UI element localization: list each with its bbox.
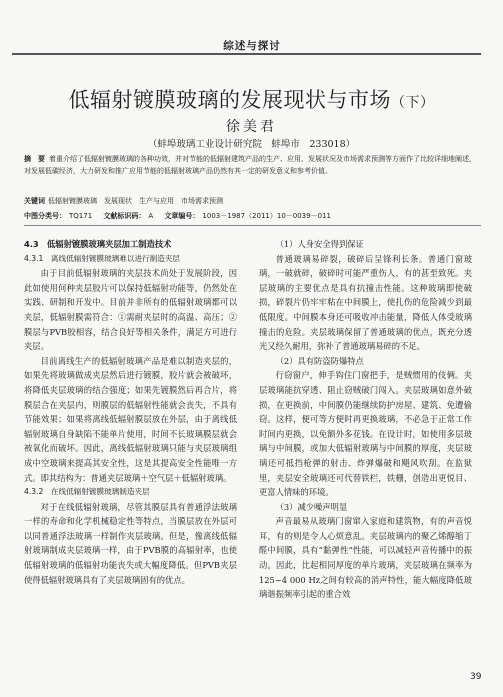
keywords-text: 低辐射镀膜玻璃 发展现状 生产与应用 市场需求预测 [48,197,223,205]
left-column [24,237,237,587]
header-rule [12,53,481,55]
document-code-label: 文献标识码： [103,212,146,220]
list-item-heading: （3）减少噪声明显 [275,501,348,512]
abstract-text: 着重介绍了低辐射镀膜玻璃的各种功效，并对节能的低辐射建筑产品的生产、应用、发展状况及市场需求预测等方面作了比较详细地阐述，对发展低碳经济，大力研发和推广应用节能的低辐射玻璃产品仍然有其一定的研发意义和参考价值。 [24,155,476,176]
clc-label: 中图分类号： [24,212,66,220]
abstract-divider [24,225,481,226]
section-header: 综述与探讨 [223,40,281,52]
subsection-heading-4-3-1: 4.3.1 离线低辐射镀膜玻璃难以进行制造夹层 [24,253,181,263]
paragraph: 普通玻璃易碎裂，破碎后呈锋利长条。普通门窗玻璃，一破就碎，破碎时可能严重伤人，有的甚至致死。夹层玻璃的主要优点是具有抗撞击性能。这种玻璃即使破损，碎裂片仍牢牢粘在中间膜上，使扎伤的危险减少到最低限度。中间膜本身还可吸收冲击能量，降低人体受玻璃撞击的危险。夹层玻璃保留了普通玻璃的优点，既充分透光又经久耐用，弥补了普通玻璃易碎的不足。 [259,253,472,352]
author-affiliation: （蚌埠玻璃工业设计研究院 蚌埠市 233018） [147,139,356,150]
abstract [24,153,481,177]
list-item-heading: （1）人身安全得到保证 [275,239,364,249]
article-number [164,212,331,220]
paragraph: 声音最易从玻璃门窗窜入家庭和建筑物，有的声音悦耳，有的则是令人心烦意乱。夹层玻璃内的聚乙烯醇缩丁醛中间膜，具有“黏弹性”性能，可以减轻声音传播中的振动。因此，比起相同厚度的单片玻璃，夹层玻璃在频率为125~4 000 Hz之间有较高的消声特性，能大幅度降低玻璃谐振频率引起的重合效 [259,516,472,600]
paragraph: 由于目前低辐射玻璃的夹层技术尚处于发展阶段，因此如使用何种夹层胶片可以保持低辐射功能等，仍然处在实践、研制和开发中。目前并非所有的低辐射玻璃都可以夹层，低辐射膜需符合：①需耐夹层时的高温、高压；②膜层与PVB胶相容，结合良好等相关条件，满足方可进行夹层。 [24,268,237,352]
article-title-suffix: （下） [391,95,435,111]
clc-value: TQ171 [69,212,93,220]
article-number-value: 1003－1987（2011）10－0039－011 [202,212,331,220]
article-title-text: 低辐射镀膜玻璃的发展现状与市场 [68,88,391,112]
abstract-label: 摘 要 [24,155,45,163]
document-code [103,212,153,220]
keywords-label: 关键词 [24,197,45,205]
author-name: 徐美君 [226,119,277,135]
paragraph: 目前离线生产的低辐射玻璃产品是难以制造夹层的，如果先将玻璃做成夹层然后进行镀膜，胶片就会被破坏，将降低夹层玻璃的结合强度；如果先镀膜然后再合片，将膜层合在夹层内，则膜层的低辐射性能就会丧失，不具有节能效果；如果将离线低辐射膜层放在外层，由于离线低辐射玻璃自身缺陷不能单片使用，时间不长玻璃膜层就会被氧化而破坏。因此，离线低辐射玻璃只能与夹层玻璃组成中空玻璃来提高其安全性，这是其提高安全性能唯一方式。即其结构为：普通夹层玻璃＋空气层＋低辐射玻璃。 [24,355,237,483]
article-number-label: 文章编号： [164,212,200,220]
classification-line [24,211,484,221]
subsection-heading-4-3-2: 4.3.2 在线低辐射镀膜玻璃制造夹层 [24,487,150,497]
document-code-value: A [148,212,154,220]
paragraph: 对于在线低辐射玻璃，尽管其膜层具有普通浮法玻璃一样的寿命和化学机械稳定性等特点，当膜层放在外层可以同普通浮法玻璃一样制作夹层玻璃。但是，像离线低辐射玻璃制成夹层玻璃一样，由于PVB膜的高辐射率，也使低辐射玻璃的低辐射功能丧失或大幅度降低。但PVB夹层使得低辐射玻璃具有了夹层玻璃固有的优点。 [24,501,237,585]
list-item-heading: （2）具有防盗防爆特点 [275,355,364,366]
clc-number [24,212,92,220]
page-number: 39 [470,672,482,682]
article-title [0,84,503,114]
section-heading-4-3: 4.3 低辐射镀膜玻璃夹层加工制造技术 [24,239,172,249]
paragraph: 行窃窗户，伸手钩住门窗把手，是贼惯用的伎俩。夹层玻璃能抗穿透、阻止窃贼破门闯入。夹层玻璃如意外破损，在更换前，中间膜仍能继续防护房屋、建筑、免遭偷窃。这样，便可等方便时再更换玻璃，不必急于正常工作时间内更换，以免额外多花钱。在设计时，如使用多层玻璃与中间膜，或加大低辐射玻璃与中间膜的厚度，夹层玻璃还可抵挡枪弹的射击、炸弹爆破和飓风吹刮。在监狱里，夹层安全玻璃还可代替铁栏，铁栅，创造出更悦目、更富人情味的环境。 [259,370,472,498]
keywords [24,196,481,206]
right-column [259,237,472,602]
